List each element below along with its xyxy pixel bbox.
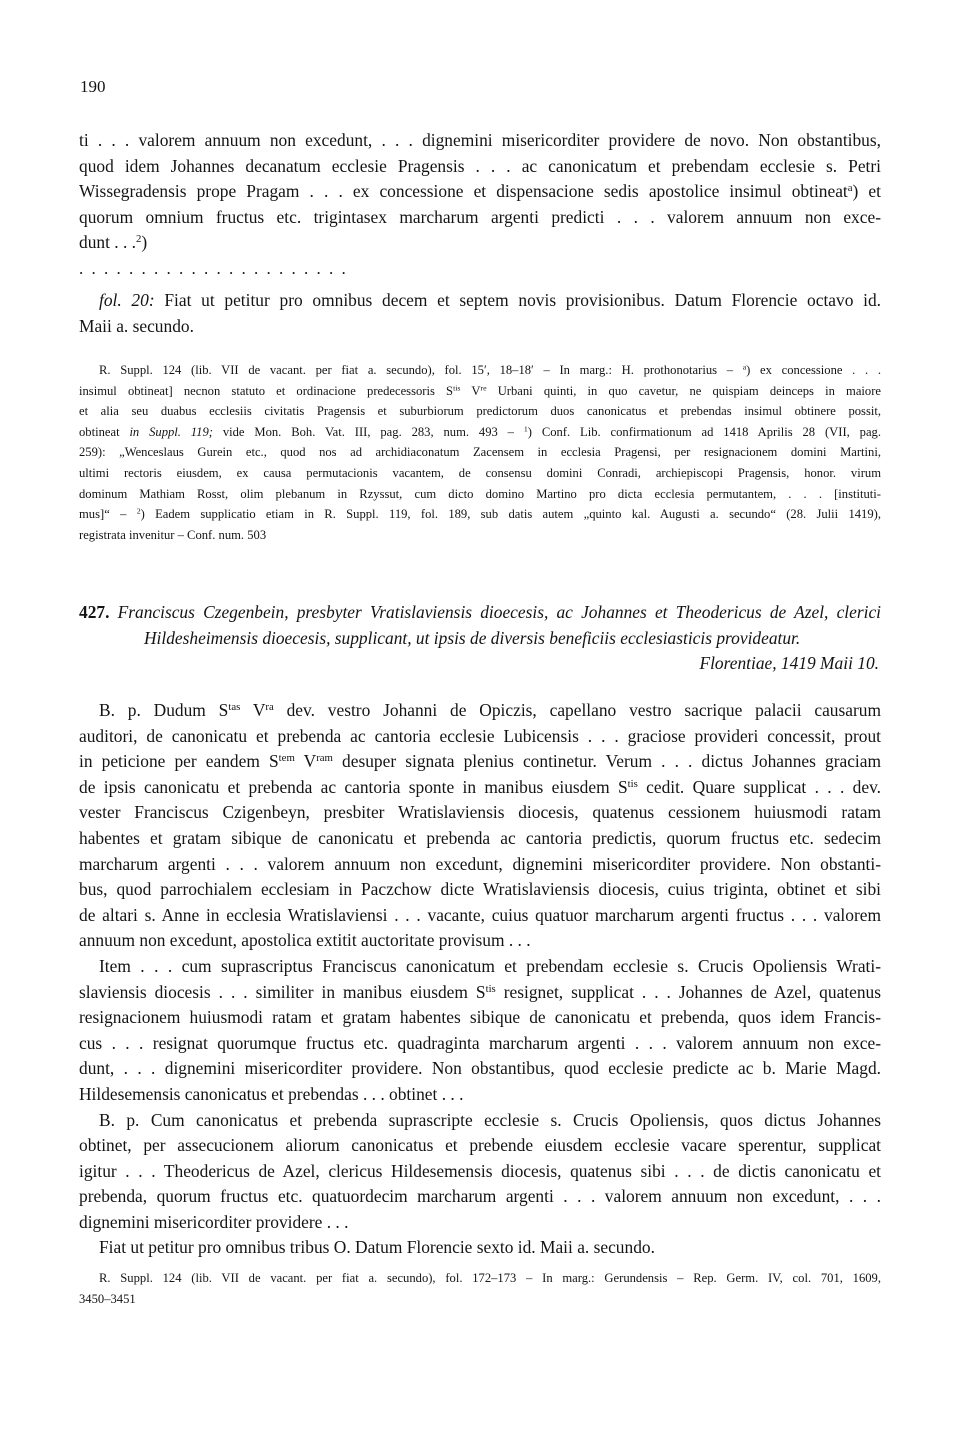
text-line: quod idem Johannes decanatum ecclesie Pragensis . . . ac canonicatum et prebendam ecclesie s. Petri — [79, 155, 881, 176]
continuation-text — [79, 128, 881, 256]
text-line: ti . . . valorem annuum non excedunt, . . . dignemini misericorditer providere de novo. Non obstantibus, — [79, 130, 881, 150]
text-line: quorum omnium fructus etc. trigintasex marcharum argenti predicti . . . valorem annuum non exce- — [79, 206, 881, 227]
place-date: Florentiae, 1419 Maii 10. — [699, 653, 879, 674]
text-line: dunt . . .$^2$) — [79, 232, 148, 253]
footnote-block-2: R. Suppl. 124 (lib. VII de vacant. per fiat a. secundo), fol. 172–173 – In marg.: Gerundensis – Rep. Germ. IV, col. 701, 1609, 3450–3451 — [79, 1271, 881, 1306]
footnote-block: R. Suppl. 124 (lib. VII de vacant. per fiat a. secundo), fol. 15′, 18–18′ – In marg.: H. prothonotarius – $^a$) ex concessione . . . insimul obtineat] necnon statuto et ordinacione predecessoris $S^{tis}$ Vre Urbani quinti, in quo cavetur, ne quispiam deinceps in maiore et alia seu duabus ecclesiis civitatis Pragensis et suburbiorum predictorum duos canonicatus et prebendas insimul obtinere possit, obtineat in Suppl. 119; vide Mon. Boh. Vat. III, pag. 283, num. 493 – $^1$) Conf. Lib. confirmationum ad 1418 Aprilis 28 (VII, pag. 259): „Wenceslaus Gurein etc., quod nos ad archidiaconatum Zacensem in ecclesia Pragensi, per resignacionem domini Martini, ultimi rectoris eiusdem, ex causa permutacionis vacantem, de consensu domini Conradi, archiepiscopi Pragensis, honor. virum dominum Mathiam Rosst, olim plebanum in Rzyssut, cum dicto domino Martino pro dicta ecclesia permutantem, . . . [instituti- mus]“ – $^2$) Eadem supplicatio etiam in R. Suppl. 119, fol. 189, sub datis autem „quinto kal. Augusti a. secundo“ (28. Julii 1419), registrata invenitur – Conf. num. 503 — [79, 362, 882, 542]
folio-note: fol. 20: Fiat ut petitur pro omnibus decem et septem novis provisionibus. Datum Florencie octavo id. Maii a. secundo. — [79, 290, 881, 336]
ellipsis-dots: . . . . . . . . . . . . . . . . . . . . . . — [79, 259, 348, 278]
text-line: Wissegradensis prope Pragam . . . ex concessione et dispensacione sedis apostolice insimul obtineat$^a$) et — [79, 181, 881, 202]
entry-body: B. p. Dudum $S^{tas}$ $V^{ra}$ dev. vestro Johanni de Opiczis, capellano vestro sacrique palacii causarum auditori, de canonicatu et prebenda ac cantoria ecclesie Lubicensis . . . graciose provideri concessit, prout in peticione per eandem $S^{tem}$ $V^{ram}$ desuper signata plenius continetur. Verum . . . dictus Johannes graciam de ipsis canonicatu et prebenda ac cantoria sponte in manibus eiusdem $S^{tis}$ cedit. Quare supplicat . . . dev. vester Franciscus Czigenbeyn, presbiter Wratislaviensis diocesis, quatenus cessionem huiusmodi ratam habentes et gratam sibique de canonicatu et prebenda ac cantoria predictis, quorum fructus etc. sedecim marcharum argenti . . . valorem annuum non excedunt, dignemini misericorditer providere. Non obstanti- bus, quod parrochialem ecclesiam in Paczchow dicte Wratislaviensis diocesis, cuius triginta, obtinet et sibi de altari s. Anne in ecclesia Wratislaviensi . . . vacante, cuius quatuor marcharum argenti fructus . . . valorem annuum non excedunt, apostolica extitit auctoritate provisum . . . Item . . . cum suprascriptus Franciscus canonicatum et prebendam ecclesie s. Crucis Opoliensis Wrati- slaviensis diocesis . . . similiter in manibus eiusdem $S^{tis}$ resignet, supplicat . . . Johannes de Azel, quatenus resignacionem huiusmodi ratam et gratam habentes sibique de canonicatu et prebenda, quos idem Francis- cus . . . resignat quorumque fructus etc. quadraginta marcharum argenti . . . valorem annuum non exce- dunt, . . . dignemini misericorditer providere. Non obstantibus, quod ecclesie predicte ac b. Marie Magd. Hildesemensis canonicatus et prebendas . . . obtinet . . . B. p. Cum canonicatus et prebenda suprascripte ecclesie s. Crucis Opoliensis, quos dictus Johannes obtinet, per assecucionem aliorum canonicatus et prebende eiusdem ecclesie vacare sperentur, supplicat igitur . . . Theodericus de Azel, clericus Hildesemensis diocesis, quatenus sibi . . . de dictis canonicatu et prebenda, quorum fructus etc. quatuordecim marcharum argenti . . . valorem annuum non excedunt, . . . dignemini misericorditer providere . . . Fiat ut petitur pro omnibus tribus O. Datum Florencie sexto id. Maii a. secundo. — [79, 700, 882, 1258]
entry-number: 427. — [79, 602, 110, 622]
entry-heading: 427. Franciscus Czegenbein, presbyter Vratislaviensis dioecesis, ac Johannes et Theodericus de Azel, clerici Hildesheimensis dioecesis, supplicant, ut ipsis de diversis beneficiis ecclesiasticis provideatur. Florentiae, 1419 Maii 10. — [79, 600, 881, 677]
folio-label: fol. 20: — [99, 290, 155, 310]
page-number: 190 — [80, 77, 106, 96]
